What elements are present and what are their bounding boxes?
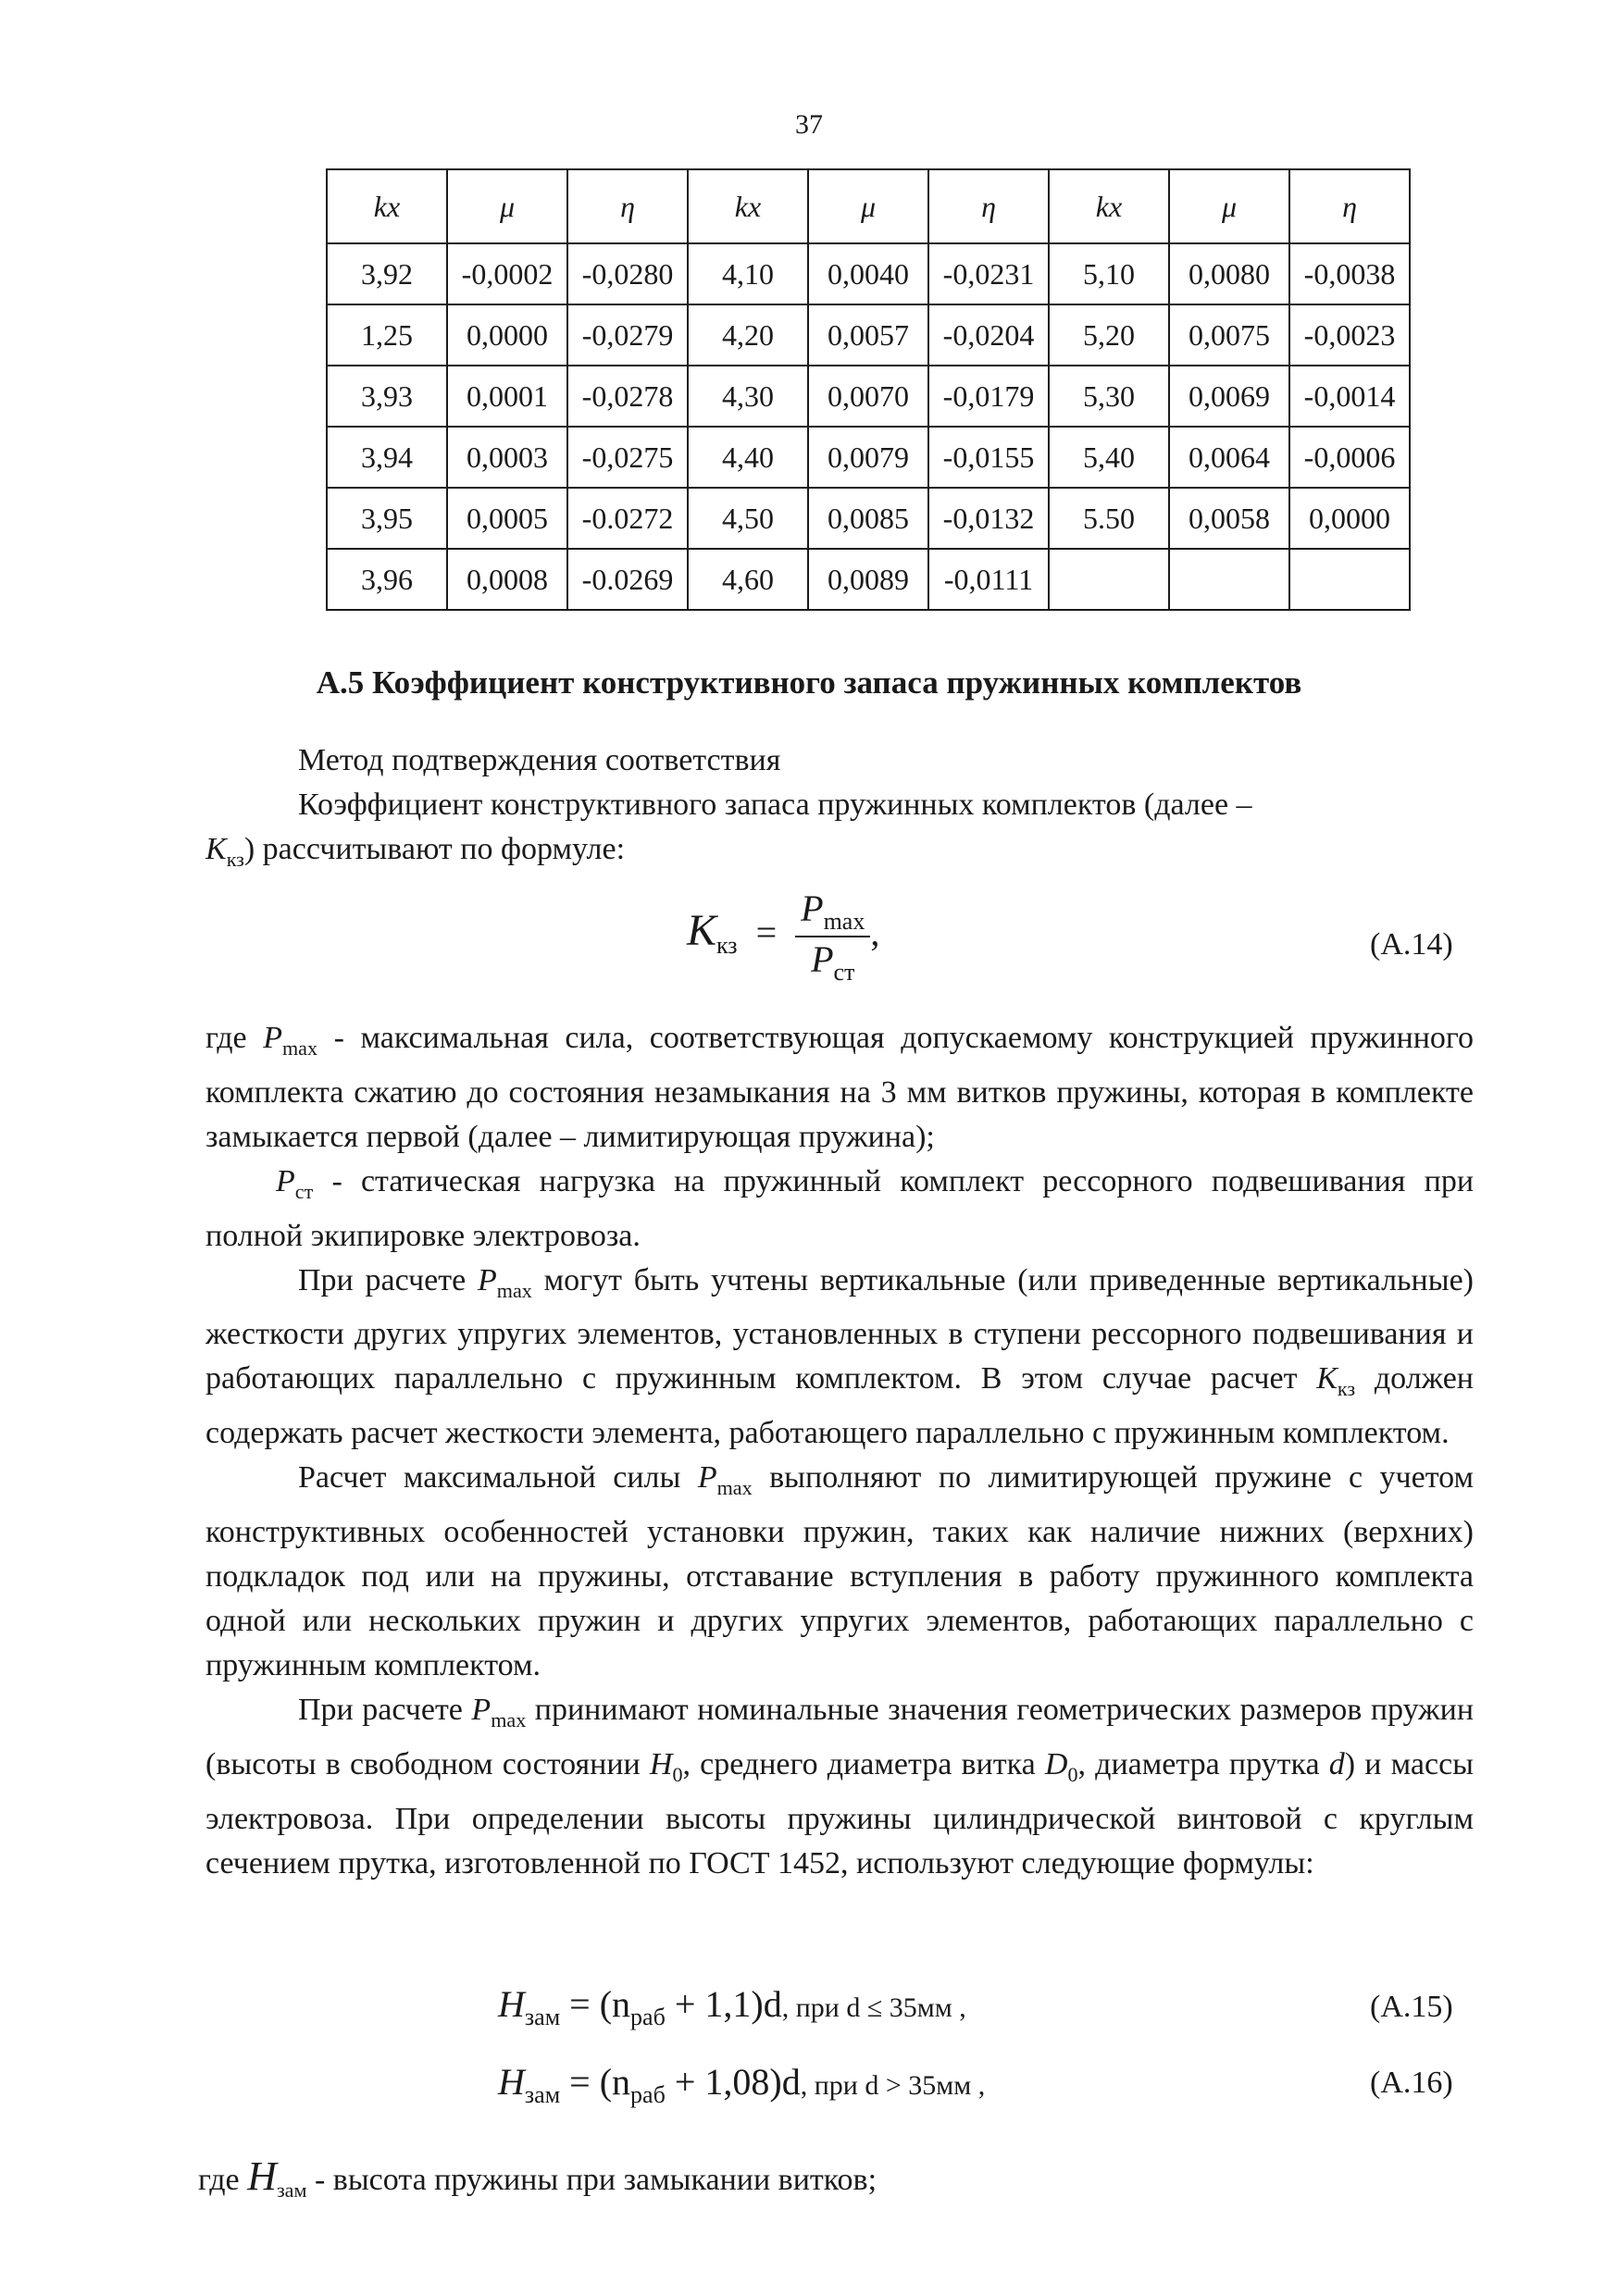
table-header-row (327, 169, 1410, 243)
intro-line-2 (113, 827, 625, 882)
table-header-cell: η (567, 169, 688, 243)
pst-symbol: P (276, 1163, 295, 1198)
table-cell: 0,0005 (447, 488, 567, 549)
table-cell: -0,0155 (928, 427, 1049, 488)
formula-a16-lhs: H (498, 2061, 525, 2103)
table-cell: 0,0075 (1169, 304, 1289, 366)
formula-a16 (498, 2060, 985, 2109)
p3-pmax-symbol: P (477, 1262, 497, 1297)
pst-definition: - статическая нагрузка на пружинный комплект рессорного подвешивания при полной экипировке электровоза. (205, 1163, 1475, 1253)
p3-kkz-symbol: K (1316, 1361, 1338, 1396)
table-cell: 0,0058 (1169, 488, 1289, 549)
paragraph-4 (205, 1456, 1474, 1688)
p4-part-a: Расчет максимальной силы (298, 1460, 681, 1496)
d-symbol: d (1328, 1746, 1345, 1781)
table-row (327, 427, 1410, 488)
formula-a14-number: (А.14) (1370, 927, 1453, 962)
table-body (327, 243, 1410, 610)
p4-pmax-symbol: P (697, 1460, 717, 1496)
table-cell: 0,0079 (808, 427, 928, 488)
table-cell: 4,20 (688, 304, 808, 366)
table-cell: 0,0003 (447, 427, 567, 488)
table-cell (1289, 549, 1410, 610)
formula-a16-rhs-a: = (n (569, 2061, 631, 2103)
p3-part-b: могут быть учтены вертикальные (или приведенные вертикальные) жесткости других упругих элементов, установленных в ступени рессорного подвешивания и работающих параллельно с пружинным комплектом. В этом случае расчет (205, 1262, 1474, 1396)
formula-a14-num-sub: max (823, 908, 865, 935)
table-cell: -0,0111 (928, 549, 1049, 610)
table-row (327, 549, 1410, 610)
p5-part-a: При расчете (298, 1692, 463, 1727)
where-lead: где (205, 1021, 247, 1055)
p5-pmax-sub: max (491, 1707, 527, 1731)
table-cell: 3,96 (327, 549, 447, 610)
table-cell: 4,50 (688, 488, 808, 549)
table-cell: -0,0132 (928, 488, 1049, 549)
p5-part-d: , диаметра прутка (1077, 1746, 1320, 1781)
table-cell: 0,0001 (447, 366, 567, 427)
formula-a14-numerator: P (801, 887, 824, 929)
table-cell: -0,0275 (567, 427, 688, 488)
hzam-lead: где (198, 2163, 240, 2197)
table-cell: 3,93 (327, 366, 447, 427)
table-cell: 4,30 (688, 366, 808, 427)
table-cell: -0.0272 (567, 488, 688, 549)
formula-a15-lhs-sub: зам (524, 2004, 561, 2030)
section-heading: А.5 Коэффициент конструктивного запаса пружинных комплектов (316, 664, 1302, 701)
p4-pmax-sub: max (716, 1475, 753, 1499)
table-cell: -0,0014 (1289, 366, 1410, 427)
d0-sub: 0 (1067, 1762, 1078, 1786)
p4-part-b: выполняют по лимитирующей пружине с учетом конструктивных особенностей установки пружин, таких как наличие нижних (верхних) подкладок под или на пружины, отставание вступления в работу пружинного комплекта одной или нескольких пружин и других упругих элементов, работающих параллельно с пружинным комплектом. (205, 1460, 1475, 1682)
h0-symbol: H (649, 1746, 673, 1781)
formula-a14-lhs: K (687, 906, 717, 956)
table-header-cell: η (928, 169, 1049, 243)
p5-pmax-symbol: P (471, 1692, 492, 1727)
table-cell: 3,94 (327, 427, 447, 488)
table-cell: 0,0000 (1289, 488, 1410, 549)
table-cell: 1,25 (327, 304, 447, 366)
p5-part-b: принимают номинальные значения геометрических размеров пружин (высоты в свободном состоянии (205, 1692, 1475, 1781)
table-cell: 5,40 (1049, 427, 1169, 488)
formula-a16-lhs-sub: зам (524, 2081, 561, 2108)
table-header-cell: μ (447, 169, 567, 243)
intro-line-1: Коэффициент конструктивного запаса пружинных комплектов (далее – (298, 788, 1252, 822)
table-cell: 5,10 (1049, 243, 1169, 304)
table-cell: 0,0057 (808, 304, 928, 366)
where-hzam (198, 2153, 1474, 2213)
formula-a15-number: (А.15) (1370, 1990, 1453, 2024)
kkz-symbol: K (205, 832, 227, 866)
table-cell: 3,92 (327, 243, 447, 304)
table-cell: -0,0231 (928, 243, 1049, 304)
table-cell: 5,20 (1049, 304, 1169, 366)
intro-line-2-text: ) рассчитывают по формуле: (243, 832, 626, 866)
paragraph-5 (205, 1688, 1474, 1886)
table-cell: -0,0280 (567, 243, 688, 304)
table-cell: -0,0204 (928, 304, 1049, 366)
page-number: 37 (795, 109, 823, 140)
p3-kkz-sub: кз (1337, 1377, 1356, 1401)
table-row (327, 366, 1410, 427)
table-cell: 5.50 (1049, 488, 1169, 549)
table-cell: -0,0006 (1289, 427, 1410, 488)
p5-part-e: ) и массы электровоза. При определении высоты пружины цилиндрической винтовой с круглым сечением прутка, изготовленной по ГОСТ 1452, используют следующие формулы: (205, 1746, 1475, 1880)
table-header-cell: η (1289, 169, 1410, 243)
table-header-cell: kx (688, 169, 808, 243)
body-intro (205, 738, 1474, 882)
p3-part-c: должен содержать расчет жесткости элемента, работающего параллельно с пружинным комплектом. (205, 1361, 1474, 1451)
formula-a15-rhs-a: = (n (569, 1983, 631, 2025)
table-cell: 4,10 (688, 243, 808, 304)
table-cell: -0,0002 (447, 243, 567, 304)
table-cell (1169, 549, 1289, 610)
body-main (205, 1016, 1474, 1886)
table-cell: 0,0070 (808, 366, 928, 427)
table-row (327, 243, 1410, 304)
table-cell: 0,0069 (1169, 366, 1289, 427)
formula-a15-rhs-sub: раб (630, 2004, 666, 2030)
coefficient-table (326, 168, 1411, 611)
formula-a14-den-sub: ст (833, 959, 855, 986)
hzam-subscript: зам (276, 2178, 307, 2202)
pst-subscript: ст (294, 1179, 314, 1203)
p5-part-c: , среднего диаметра витка (682, 1746, 1036, 1781)
table-header-cell: μ (1169, 169, 1289, 243)
formula-a16-rhs-b: + 1,08)d (674, 2061, 801, 2103)
table-cell: 4,60 (688, 549, 808, 610)
formula-a15-rhs-b: + 1,1)d (674, 1983, 782, 2025)
formula-a14-fraction (795, 887, 870, 987)
pmax-definition: - максимальная сила, соответствующая допускаемому конструкцией пружинного комплекта сжатию до состояния незамыкания на 3 мм витков пружины, которая в комплекте замыкается первой (далее – лимитирующая пружина); (205, 1021, 1475, 1154)
paragraph-3 (205, 1259, 1474, 1457)
formula-a14-lhs-sub: кз (716, 932, 738, 960)
table-row (327, 488, 1410, 549)
table-header-cell: kx (1049, 169, 1169, 243)
intro-paragraph (205, 783, 1474, 882)
table-header-cell: μ (808, 169, 928, 243)
kkz-subscript: кз (226, 847, 244, 871)
formula-a16-rhs-sub: раб (630, 2081, 666, 2108)
formula-a16-number: (А.16) (1370, 2066, 1453, 2100)
table-cell: -0,0179 (928, 366, 1049, 427)
table-cell: -0,0023 (1289, 304, 1410, 366)
table-cell: 0,0000 (447, 304, 567, 366)
table-row (327, 304, 1410, 366)
formula-a16-condition: , при d > 35мм , (800, 2070, 986, 2101)
table-cell: -0,0038 (1289, 243, 1410, 304)
table-cell: -0,0278 (567, 366, 688, 427)
table-cell: 3,95 (327, 488, 447, 549)
table-cell: 0,0085 (808, 488, 928, 549)
h0-sub: 0 (672, 1762, 683, 1786)
hzam-definition: - высота пружины при замыкании витков; (314, 2163, 877, 2197)
formula-a15-condition: , при d ≤ 35мм , (781, 1992, 966, 2023)
formula-a15 (498, 1982, 966, 2031)
method-label: Метод подтверждения соответствия (298, 743, 781, 777)
table-cell: 0,0080 (1169, 243, 1289, 304)
table-cell: -0.0269 (567, 549, 688, 610)
pmax-subscript: max (281, 1036, 318, 1060)
d0-symbol: D (1044, 1746, 1068, 1781)
table-cell (1049, 549, 1169, 610)
p3-part-a: При расчете (298, 1262, 467, 1297)
table-cell: 0,0008 (447, 549, 567, 610)
p3-pmax-sub: max (496, 1278, 532, 1302)
table-cell: 0,0064 (1169, 427, 1289, 488)
where-pmax (205, 1016, 1474, 1160)
table-cell: 5,30 (1049, 366, 1169, 427)
formula-a14: $K_{кз}$ = $\frac{P_{max}}{P_{ст}}$ , (687, 887, 880, 986)
table-cell: 0,0089 (808, 549, 928, 610)
table-cell: -0,0279 (567, 304, 688, 366)
table-header-cell: kx (327, 169, 447, 243)
hzam-symbol: H (247, 2153, 277, 2199)
where-pst (205, 1160, 1474, 1259)
table-cell: 0,0040 (808, 243, 928, 304)
formula-a14-denominator: P (811, 938, 834, 980)
pmax-symbol: P (263, 1021, 282, 1055)
formula-a15-lhs: H (498, 1983, 525, 2025)
table-cell: 4,40 (688, 427, 808, 488)
